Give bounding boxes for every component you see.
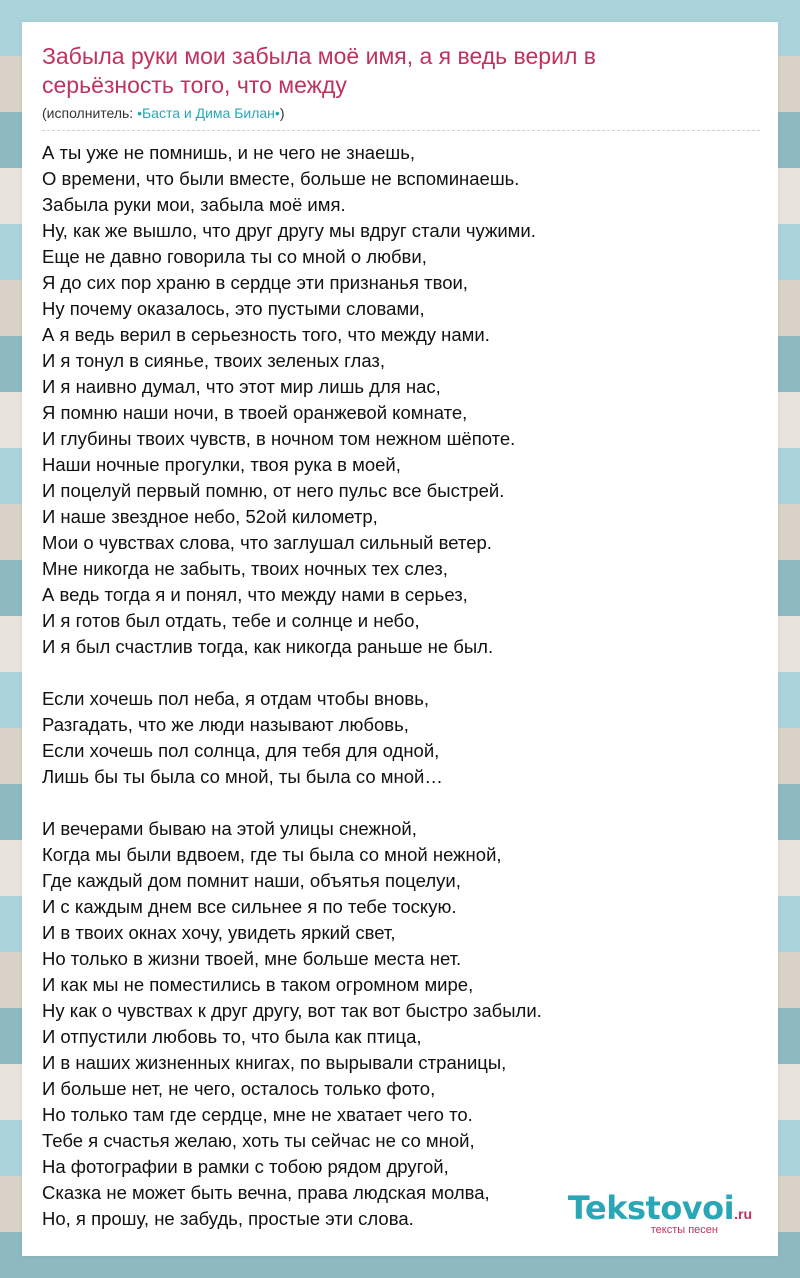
performer-prefix: (исполнитель: (42, 105, 138, 121)
lyric-line: И вечерами бываю на этой улицы снежной, (42, 818, 417, 839)
lyric-line: Ну, как же вышло, что друг другу мы вдруг стали чужими. (42, 220, 536, 241)
lyrics-body (42, 140, 760, 1232)
lyric-line: И наше звездное небо, 52ой километр, (42, 506, 378, 527)
lyric-line: И в твоих окнах хочу, увидеть яркий свет, (42, 922, 396, 943)
lyric-line: А ведь тогда я и понял, что между нами в серьез, (42, 584, 468, 605)
lyric-line: Когда мы были вдвоем, где ты была со мной нежной, (42, 844, 502, 865)
lyric-line: И отпустили любовь то, что была как птица, (42, 1026, 422, 1047)
lyric-line: А ты уже не помнишь, и не чего не знаешь, (42, 142, 415, 163)
lyric-line: Забыла руки мои, забыла моё имя. (42, 194, 346, 215)
lyric-line: А я ведь верил в серьезность того, что между нами. (42, 324, 490, 345)
lyric-line: Если хочешь пол солнца, для тебя для одной, (42, 740, 440, 761)
lyric-line: И в наших жизненных книгах, по вырывали страницы, (42, 1052, 507, 1073)
lyric-line: И поцелуй первый помню, от него пульс все быстрей. (42, 480, 505, 501)
lyric-line: Ну как о чувствах к друг другу, вот так вот быстро забыли. (42, 1000, 542, 1021)
lyric-line: Тебе я счастья желаю, хоть ты сейчас не со мной, (42, 1130, 475, 1151)
stanza-break (42, 790, 760, 816)
lyric-line: Но только в жизни твоей, мне больше места нет. (42, 948, 462, 969)
lyrics-page (22, 22, 778, 1256)
lyric-line: Если хочешь пол неба, я отдам чтобы вновь, (42, 688, 430, 709)
site-logo[interactable] (567, 1189, 752, 1236)
lyric-line: Но только там где сердце, мне не хватает чего то. (42, 1104, 473, 1125)
lyric-line: И больше нет, не чего, осталось только фото, (42, 1078, 436, 1099)
performer-line (42, 104, 760, 122)
lyric-line: И глубины твоих чувств, в ночном том нежном шёпоте. (42, 428, 516, 449)
lyric-line: О времени, что были вместе, больше не вспоминаешь. (42, 168, 520, 189)
lyric-line: Наши ночные прогулки, твоя рука в моей, (42, 454, 401, 475)
lyric-line: Я до сих пор храню в сердце эти признанья твои, (42, 272, 468, 293)
logo-domain: .ru (734, 1206, 752, 1222)
song-title: Забыла руки мои забыла моё имя, а я ведь верил в серьёзность того, что между (42, 43, 596, 98)
logo-tagline: тексты песен (650, 1224, 718, 1236)
lyric-line: Мои о чувствах слова, что заглушал сильный ветер. (42, 532, 492, 553)
lyric-line: Еще не давно говорила ты со мной о любви, (42, 246, 427, 267)
logo-wordmark: Tekstovoi (567, 1189, 735, 1227)
lyric-line: Но, я прошу, не забудь, простые эти слова. (42, 1208, 414, 1229)
artist-link[interactable]: •Баста и Дима Билан• (137, 105, 280, 121)
lyric-line: Лишь бы ты была со мной, ты была со мной… (42, 766, 443, 787)
lyric-line: И как мы не поместились в таком огромном мире, (42, 974, 474, 995)
lyric-line: И с каждым днем все сильнее я по тебе тоскую. (42, 896, 457, 917)
lyric-line: Ну почему оказалось, это пустыми словами, (42, 298, 425, 319)
lyric-line: И я тонул в сиянье, твоих зеленых глаз, (42, 350, 386, 371)
lyric-line: Я помню наши ночи, в твоей оранжевой комнате, (42, 402, 468, 423)
performer-suffix: ) (279, 105, 285, 121)
lyric-line: Мне никогда не забыть, твоих ночных тех слез, (42, 558, 448, 579)
divider (42, 130, 760, 131)
lyric-line: Разгадать, что же люди называют любовь, (42, 714, 409, 735)
stanza-break (42, 660, 760, 686)
lyric-line: На фотографии в рамки с тобою рядом другой, (42, 1156, 449, 1177)
lyric-line: И я был счастлив тогда, как никогда раньше не был. (42, 636, 494, 657)
lyric-line: Сказка не может быть вечна, права людская молва, (42, 1182, 490, 1203)
page-content (42, 42, 760, 1232)
lyric-line: Где каждый дом помнит наши, объятья поцелуи, (42, 870, 461, 891)
lyric-line: И я наивно думал, что этот мир лишь для нас, (42, 376, 441, 397)
lyric-line: И я готов был отдать, тебе и солнце и небо, (42, 610, 420, 631)
